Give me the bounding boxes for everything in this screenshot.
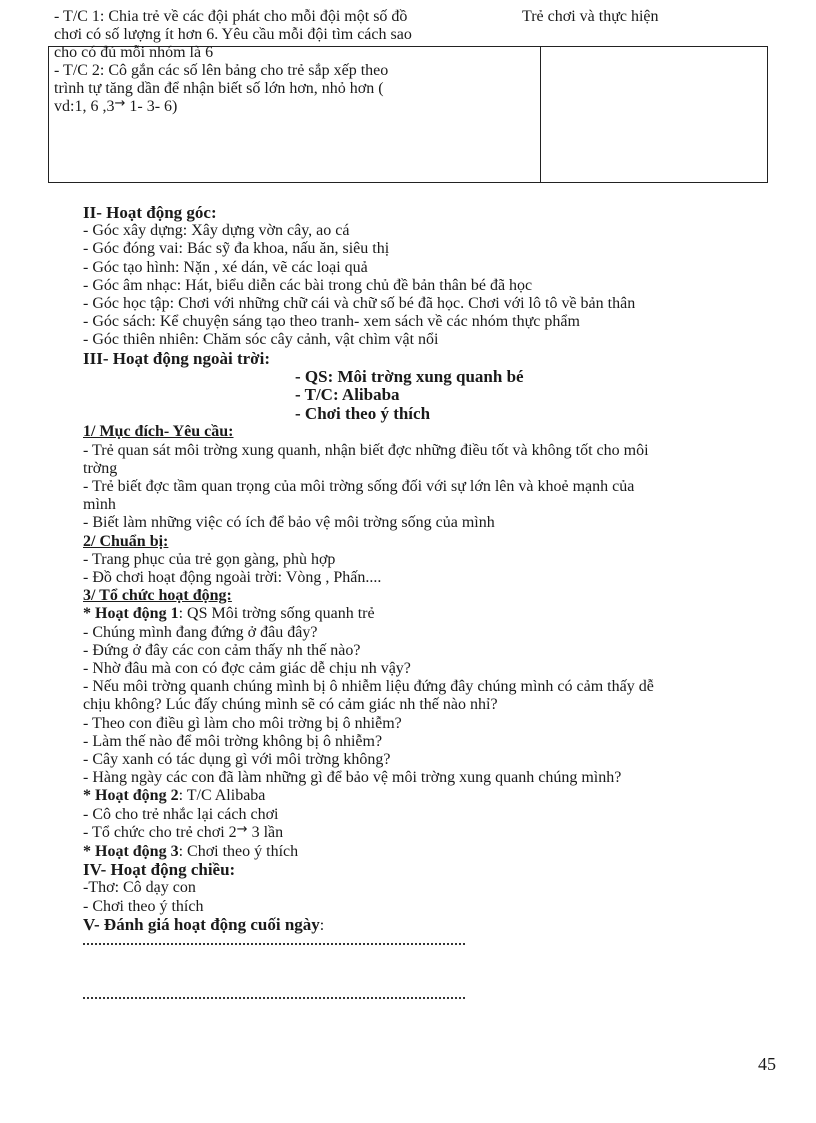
list-item: - Góc đóng vai: Bác sỹ đa khoa, nấu ăn, siêu thị bbox=[83, 240, 390, 258]
table-line: trình tự tăng dần để nhận biết số lớn hơn, nhỏ hơn ( bbox=[54, 80, 384, 97]
activity-label: * Hoạt động 1 bbox=[83, 605, 179, 623]
activity-title: : Chơi theo ý thích bbox=[178, 843, 299, 860]
activity-heading bbox=[83, 605, 773, 623]
subsection-heading: 1/ Mục đích- Yêu cầu: bbox=[83, 423, 234, 441]
table-line: chơi có số lượng ít hơn 6. Yêu cầu mỗi đội tìm cách sao bbox=[54, 26, 412, 43]
subsection-heading: 2/ Chuẩn bị: bbox=[83, 532, 169, 550]
list-item: - Theo con điều gì làm cho môi trờng bị ô nhiễm? bbox=[83, 714, 402, 732]
table-line: - T/C 1: Chia trẻ về các đội phát cho mỗi đội một số đồ bbox=[54, 8, 408, 25]
activity-heading bbox=[83, 843, 773, 861]
activity-label: * Hoạt động 2 bbox=[83, 787, 179, 805]
dotted-fill-line bbox=[83, 997, 465, 999]
outdoor-topic: - T/C: Alibaba bbox=[295, 385, 400, 405]
list-item: - Đứng ở đây các con cảm thấy nh thế nào? bbox=[83, 641, 361, 659]
table-right-cell: Trẻ chơi và thực hiện bbox=[522, 8, 659, 25]
heading-colon: : bbox=[319, 916, 325, 934]
list-item: -Thơ: Cô dạy con bbox=[83, 879, 196, 897]
list-item: - Đồ chơi hoạt động ngoài trời: Vòng , Phấn.... bbox=[83, 568, 382, 586]
list-item: - Cây xanh có tác dụng gì với môi trờng không? bbox=[83, 750, 391, 768]
list-item: - Góc âm nhạc: Hát, biểu diễn các bài trong chủ đề bản thân bé đã học bbox=[83, 276, 533, 294]
list-item: - Góc tạo hình: Nặn , xé dán, vẽ các loại quả bbox=[83, 258, 368, 276]
repeat-count: 3 lần bbox=[247, 823, 284, 841]
list-item: - Biết làm những việc có ích để bảo vệ môi trờng sống của mình bbox=[83, 514, 495, 532]
page-number: 45 bbox=[758, 1054, 776, 1074]
table-line: - T/C 2: Cô gắn các số lên bảng cho trẻ sắp xếp theo bbox=[54, 62, 389, 79]
section-heading: II- Hoạt động góc: bbox=[83, 203, 217, 222]
activity-title: : QS Môi trờng sống quanh trẻ bbox=[178, 605, 375, 623]
arrow-icon: → bbox=[236, 821, 248, 837]
list-item: - Trẻ biết đợc tầm quan trọng của môi trờng sống đối với sự lớn lên và khoẻ mạnh của bbox=[83, 477, 635, 495]
section-heading: IV- Hoạt động chiều: bbox=[83, 860, 236, 880]
activity-heading bbox=[83, 787, 773, 805]
table-line bbox=[54, 98, 484, 117]
activity-title: : T/C Alibaba bbox=[178, 787, 266, 805]
list-item: - Nhờ đâu mà con có đợc cảm giác dễ chịu nh vậy? bbox=[83, 659, 411, 677]
arrow-icon: → bbox=[114, 96, 126, 111]
example-result: 1- 3- 6) bbox=[125, 98, 178, 115]
table-left-cell bbox=[54, 8, 484, 117]
section-heading: V- Đánh giá hoạt động cuối ngày bbox=[83, 914, 320, 934]
list-item: - Trẻ quan sát môi trờng xung quanh, nhận biết đợc những điều tốt và không tốt cho môi bbox=[83, 441, 649, 459]
document-body bbox=[83, 204, 773, 935]
evaluation-heading bbox=[83, 916, 773, 935]
subsection-heading: 3/ Tổ chức hoạt động: bbox=[83, 587, 232, 605]
table-column-divider bbox=[540, 47, 541, 182]
list-item: - Cô cho trẻ nhắc lại cách chơi bbox=[83, 805, 279, 823]
outdoor-topic: - Chơi theo ý thích bbox=[295, 403, 431, 423]
example-text: vd:1, 6 ,3 bbox=[54, 98, 115, 115]
table-line: cho có đủ mỗi nhóm là 6 bbox=[54, 44, 214, 61]
list-item: - Chúng mình đang đứng ở đâu đây? bbox=[83, 623, 318, 641]
list-item: - Hàng ngày các con đã làm những gì để bảo vệ môi trờng xung quanh chúng mình? bbox=[83, 769, 622, 787]
list-item: mình bbox=[83, 496, 116, 514]
list-item bbox=[83, 821, 773, 843]
list-item: - Trang phục của trẻ gọn gàng, phù hợp bbox=[83, 550, 336, 568]
list-item: - Góc thiên nhiên: Chăm sóc cây cảnh, vật chìm vật nổi bbox=[83, 331, 439, 349]
list-item: - Góc học tập: Chơi với những chữ cái và chữ số bé đã học. Chơi với lô tô về bản thân bbox=[83, 295, 636, 313]
dotted-fill-line bbox=[83, 943, 465, 945]
list-item: - Góc xây dựng: Xây dựng vờn cây, ao cá bbox=[83, 222, 350, 240]
list-item: - Chơi theo ý thích bbox=[83, 897, 204, 915]
repeat-text: - Tổ chức cho trẻ chơi 2 bbox=[83, 823, 237, 841]
list-item: - Nếu môi trờng quanh chúng mình bị ô nhiễm liệu đứng đây chúng mình có cảm thấy dễ bbox=[83, 678, 654, 696]
list-item: trờng bbox=[83, 459, 118, 477]
list-item: chịu không? Lúc đấy chúng mình sẽ có cảm giác nh thế nào nhỉ? bbox=[83, 696, 498, 714]
section-heading: III- Hoạt động ngoài trời: bbox=[83, 348, 270, 368]
list-item: - Góc sách: Kể chuyện sáng tạo theo tranh- xem sách về các nhóm thực phẩm bbox=[83, 313, 580, 331]
outdoor-topic: - QS: Môi trờng xung quanh bé bbox=[295, 366, 524, 386]
list-item: - Làm thế nào để môi trờng không bị ô nhiễm? bbox=[83, 732, 383, 750]
activity-label: * Hoạt động 3 bbox=[83, 843, 179, 860]
